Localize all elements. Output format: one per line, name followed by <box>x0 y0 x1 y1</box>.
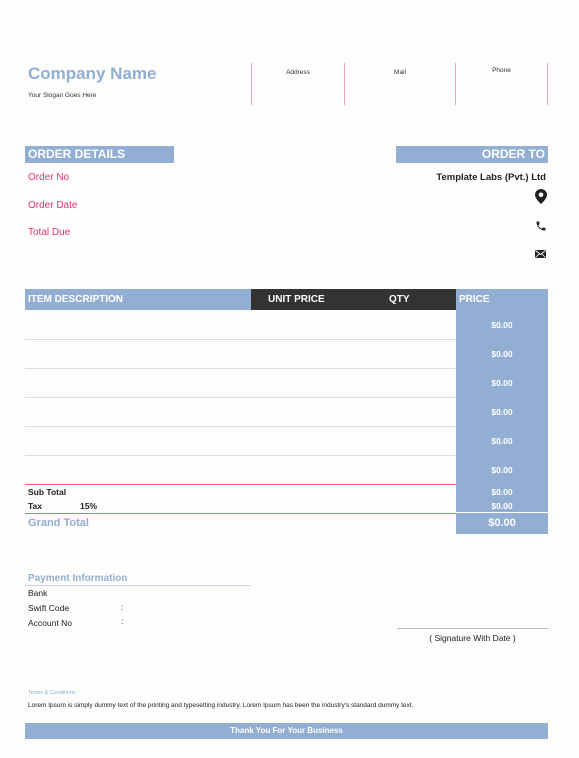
qty-header: QTY <box>389 294 410 305</box>
terms-title: Terms & Conditions : <box>28 690 79 696</box>
row-divider <box>25 455 456 456</box>
tax-label: Tax <box>28 501 43 511</box>
row-price: $0.00 <box>491 465 513 475</box>
order-details-title: ORDER DETAILS <box>25 146 174 163</box>
payment-info-title: Payment Information <box>28 573 128 584</box>
payment-divider <box>25 585 251 586</box>
signature-label: ( Signature With Date ) <box>429 633 516 643</box>
contact-mail: Mail <box>394 69 406 76</box>
footer-thank-you: Thank You For Your Business <box>25 723 548 739</box>
company-slogan: Your Slogan Goes Here <box>28 92 97 99</box>
unit-price-header: UNIT PRICE <box>268 294 325 305</box>
mail-icon <box>535 249 546 259</box>
grand-total-label: Grand Total <box>28 517 89 529</box>
subtotal-value: $0.00 <box>491 487 513 497</box>
price-divider <box>456 512 548 513</box>
signature-line <box>397 628 548 629</box>
contact-phone: Phone <box>492 67 511 74</box>
order-date-label: Order Date <box>28 200 78 211</box>
phone-icon <box>535 220 547 232</box>
swift-colon: : <box>121 602 124 612</box>
subtotal-divider <box>25 484 456 485</box>
price-header: PRICE <box>456 289 548 310</box>
row-price: $0.00 <box>491 349 513 359</box>
contact-address: Address <box>286 69 310 76</box>
row-price: $0.00 <box>491 320 513 330</box>
divider <box>547 63 548 105</box>
row-price: $0.00 <box>491 407 513 417</box>
row-divider <box>25 368 456 369</box>
bank-label: Bank <box>28 588 48 598</box>
subtotal-label: Sub Total <box>28 487 67 497</box>
account-no-label: Account No <box>28 618 72 628</box>
terms-text: Lorem Ipsum is simply dummy text of the printing and typesetting industry. Lorem Ipsum has been the industry's standard dummy text. <box>28 702 414 709</box>
item-description-header: ITEM DESCRIPTION <box>25 289 251 310</box>
order-no-label: Order No <box>28 172 70 183</box>
grand-total-divider <box>25 513 456 514</box>
order-to-company: Template Labs (Pvt.) Ltd <box>436 172 546 183</box>
tax-rate: 15% <box>80 501 98 511</box>
swift-code-label: Swift Code <box>28 603 70 613</box>
row-price: $0.00 <box>491 378 513 388</box>
row-divider <box>25 397 456 398</box>
location-pin-icon <box>535 189 547 204</box>
grand-total-value: $0.00 <box>488 517 516 529</box>
order-to-title: ORDER TO <box>396 146 548 163</box>
company-name: Company Name <box>28 64 157 83</box>
account-colon: : <box>121 616 124 626</box>
row-divider <box>25 339 456 340</box>
total-due-label: Total Due <box>28 227 71 238</box>
tax-value: $0.00 <box>491 501 513 511</box>
row-divider <box>25 426 456 427</box>
row-price: $0.00 <box>491 436 513 446</box>
